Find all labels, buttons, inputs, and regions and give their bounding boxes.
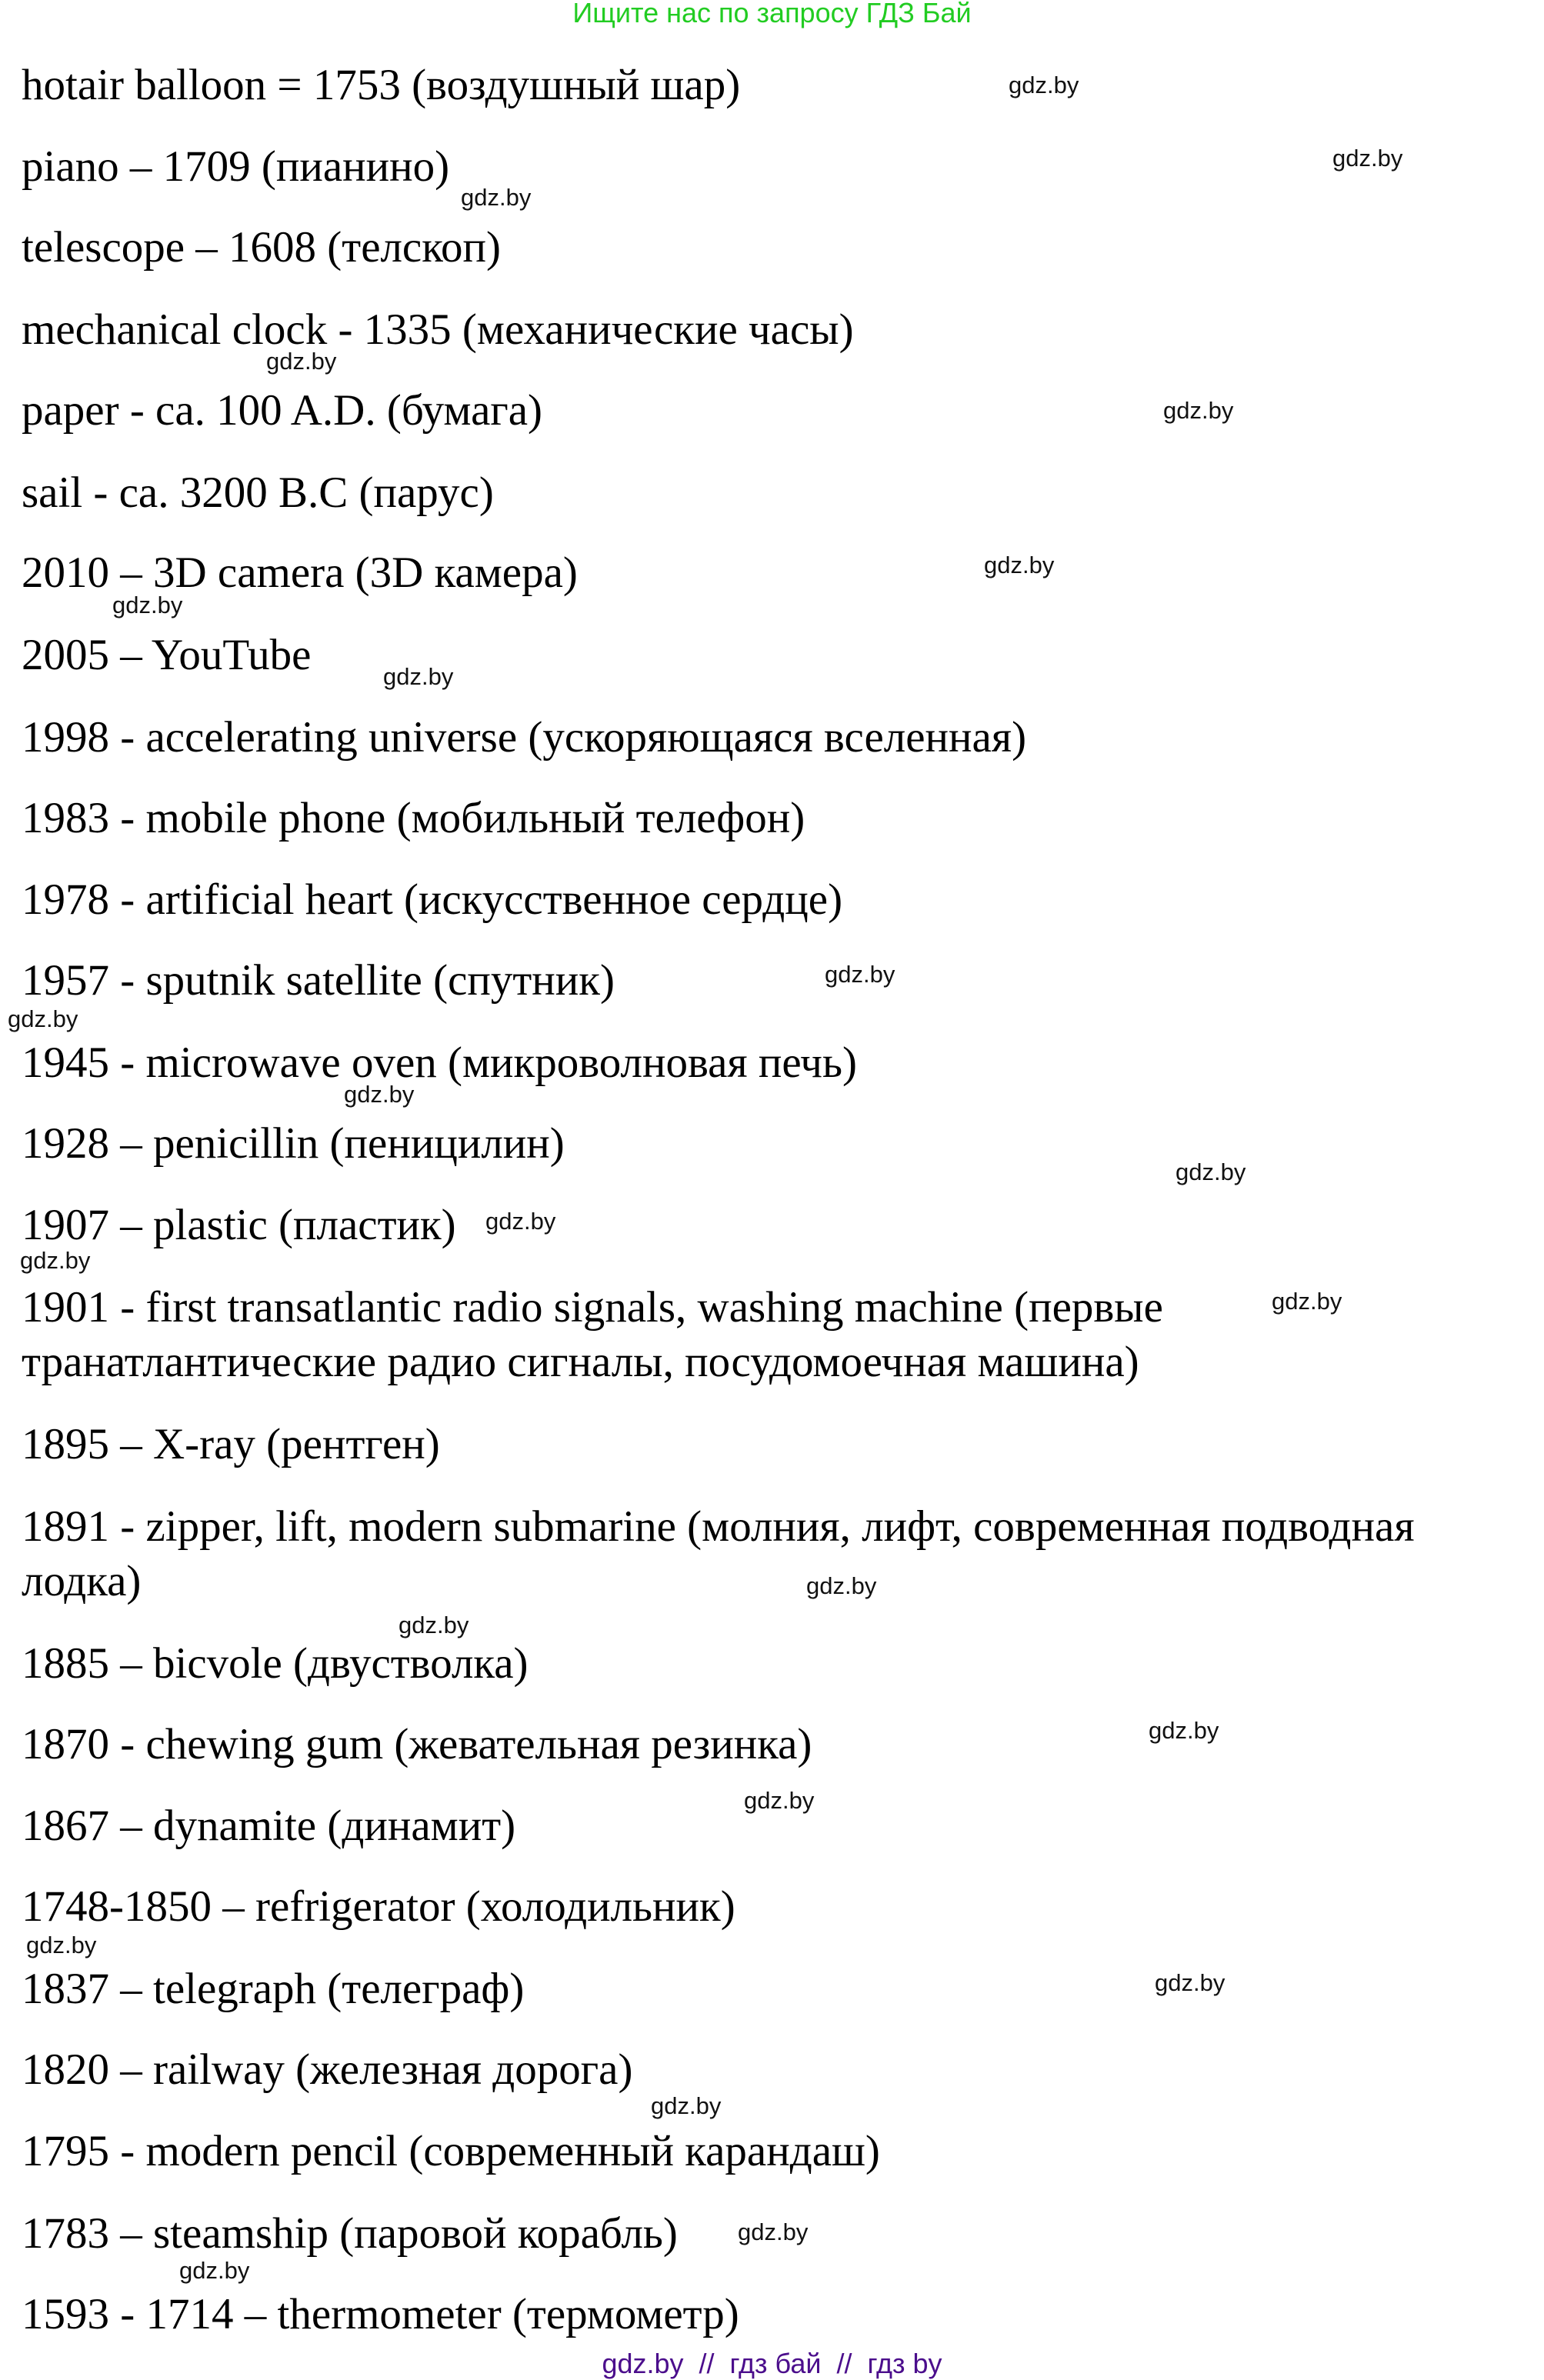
list-line: 1891 - zipper, lift, modern submarine (молния, лифт, современная подводная [22, 1502, 1415, 1551]
list-line: 1593 - 1714 – thermometer (термометр) [22, 2290, 739, 2338]
watermark-text: gdz.by [744, 1787, 815, 1814]
list-line: 1783 – steamship (паровой корабль) [22, 2209, 678, 2258]
list-line: 1928 – penicillin (пеницилин) [22, 1119, 565, 1168]
list-line: 1998 - accelerating universe (ускоряющаяся вселенная) [22, 713, 1027, 762]
list-line: 1867 – dynamite (динамит) [22, 1802, 516, 1850]
watermark-text: gdz.by [651, 2092, 722, 2119]
watermark-text: gdz.by [485, 1208, 556, 1235]
watermark-text: gdz.by [20, 1247, 91, 1274]
watermark-text: gdz.by [1272, 1288, 1342, 1315]
list-line: 2010 – 3D camera (3D камера) [22, 548, 578, 597]
list-line: mechanical clock - 1335 (механические часы) [22, 305, 854, 354]
watermark-text: gdz.by [806, 1572, 877, 1599]
list-line: sail - ca. 3200 B.C (парус) [22, 468, 494, 517]
list-line: 1870 - chewing gum (жевательная резинка) [22, 1720, 812, 1768]
watermark-text: gdz.by [8, 1005, 78, 1032]
list-line: 1820 – railway (железная дорога) [22, 2045, 633, 2094]
watermark-text: gdz.by [738, 2218, 809, 2245]
watermark-text: gdz.by [984, 552, 1055, 578]
watermark-text: gdz.by [266, 348, 337, 375]
list-line: 1945 - microwave oven (микроволновая печь) [22, 1038, 857, 1087]
list-line: 1748-1850 – refrigerator (холодильник) [22, 1882, 735, 1931]
watermark-text: gdz.by [1009, 72, 1079, 98]
list-line: piano – 1709 (пианино) [22, 142, 450, 191]
footer-watermark: gdz.by // гдз бай // гдз by [602, 2348, 942, 2379]
list-line: 1837 – telegraph (телеграф) [22, 1965, 525, 2013]
list-line: 1957 - sputnik satellite (спутник) [22, 956, 615, 1005]
list-line: 1907 – plastic (пластик) [22, 1201, 456, 1249]
list-line: лодка) [22, 1557, 142, 1605]
watermark-text: gdz.by [1163, 397, 1234, 424]
watermark-text: gdz.by [825, 961, 895, 988]
watermark-text: gdz.by [1155, 1969, 1226, 1996]
watermark-text: gdz.by [112, 592, 183, 618]
list-line: hotair balloon = 1753 (воздушный шар) [22, 61, 741, 109]
list-line: 1983 - mobile phone (мобильный телефон) [22, 794, 805, 842]
watermark-text: gdz.by [344, 1081, 415, 1108]
watermark-text: gdz.by [1332, 145, 1403, 172]
search-banner: Ищите нас по запросу ГДЗ Бай [572, 0, 972, 28]
list-line: 1885 – bicvole (двустволка) [22, 1639, 529, 1688]
list-line: 1895 – X-ray (рентген) [22, 1420, 440, 1468]
watermark-text: gdz.by [399, 1612, 469, 1638]
list-line: транатлантические радио сигналы, посудомоечная машина) [22, 1338, 1139, 1386]
watermark-text: gdz.by [26, 1932, 97, 1958]
watermark-text: gdz.by [461, 184, 532, 211]
watermark-text: gdz.by [1149, 1717, 1219, 1744]
list-line: 1978 - artificial heart (искусственное сердце) [22, 875, 843, 924]
list-line: 1901 - first transatlantic radio signals, washing machine (первые [22, 1283, 1163, 1332]
list-line: telescope – 1608 (телскоп) [22, 223, 502, 272]
list-line: 2005 – YouTube [22, 631, 312, 679]
list-line: paper - ca. 100 A.D. (бумага) [22, 386, 543, 435]
watermark-text: gdz.by [383, 663, 454, 690]
watermark-text: gdz.by [1176, 1158, 1246, 1185]
watermark-text: gdz.by [179, 2257, 250, 2284]
list-line: 1795 - modern pencil (современный карандаш) [22, 2127, 880, 2175]
